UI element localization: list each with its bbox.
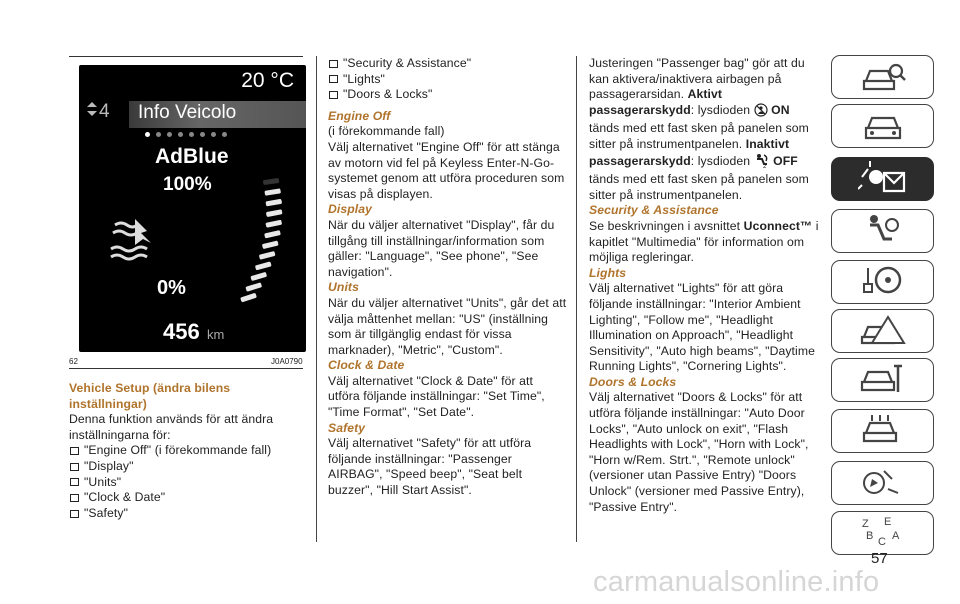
chapter-tab[interactable] [831,260,934,304]
figure-top-rule [69,56,303,57]
chapter-tab[interactable] [831,309,934,353]
units-heading: Units [328,280,359,295]
gauge-segment [265,199,282,207]
screen-title: AdBlue [155,145,229,168]
chapter-tab[interactable] [831,511,934,555]
column-divider [316,56,317,542]
chapter-tab[interactable] [831,104,934,148]
gauge-segment [265,220,282,228]
intro-text: Denna funktion används för att ändra inställningarna för: [69,412,274,442]
bullet-square-icon [329,75,338,83]
column-divider [576,56,577,542]
doors-text: Välj alternativet "Doors & Locks" för att utföra följande inställningar: "Auto Door Locks", "Auto unlock on exit", "Flash Headlights with Lock", "Horn with Lock", "Horn w/Rem. Strt.", "Remote unlock" (versioner utan Passive Entry) "Doors Unlock" (versioner med Passive Entry), "Passive Entry". [589,390,809,514]
column-3 [589,56,822,515]
list-item: "Safety" [69,506,309,522]
lights-text: Välj alternativet "Lights" för att göra följande inställningar: "Interior Ambient Lighting", "Follow me", "Headlight Illumination on Approach", "Headlight Sensitivity", "Auto high beams", "Daytime Running Lights", "Cornering Lights". [589,281,815,374]
list-item: "Units" [69,475,309,491]
list-item: "Lights" [328,72,568,88]
engine-off-text: Välj alternativet "Engine Off" för att stänga av motorn vid fel på Keyless Enter-N-Go-systemet genom att utföra proceduren som visas på displayen. [328,139,565,201]
safety-text: Välj alternativet "Safety" för att utföra följande inställningar: "Passenger AIRBAG", "Speed beep", "Seat belt buzzer", "Hill Start Assist". [328,436,532,498]
chapter-tab[interactable] [831,157,934,201]
page-dot [178,132,183,137]
adblue-fluid-icon [107,217,157,267]
car-accident-icon [858,313,908,350]
engine-off-note: (i förekommande fall) [328,124,445,139]
list-item: "Doors & Locks" [328,87,568,103]
gauge-segment [259,251,276,260]
bullet-square-icon [70,494,79,502]
gauge-segment [263,178,280,185]
list-item: "Clock & Date" [69,490,309,506]
warning-light-icon [858,161,908,198]
steering-wheel-icon [858,264,908,301]
gauge-segment [264,188,281,195]
bullet-square-icon [329,60,338,68]
airbag-off-icon [754,153,770,173]
level-min-label: 0% [157,277,186,299]
svg-text:B: B [865,529,873,542]
svg-text:A: A [891,529,899,542]
page-dot [200,132,205,137]
page-dot [211,132,216,137]
lights-heading: Lights [589,265,627,280]
column-2 [328,56,568,499]
gauge-segment [240,293,257,303]
gauge-segment [264,230,281,238]
bullet-square-icon [70,447,79,455]
gear-indicator: 4 [99,101,110,122]
gauge-segment [262,241,279,250]
clock-heading: Clock & Date [328,358,405,373]
page-dot [222,132,227,137]
chapter-tab[interactable] [831,209,934,253]
chapter-tab[interactable] [831,461,934,505]
engine-off-heading: Engine Off [328,108,391,123]
car-search-icon [858,59,908,96]
page-dot [167,132,172,137]
alphabet-index-icon [858,515,908,552]
car-specs-icon [858,413,908,450]
multimedia-icon [858,465,908,502]
security-heading: Security & Assistance [589,203,719,218]
car-front-icon [858,108,908,145]
svg-text:2: 2 [762,163,767,168]
list-item: "Display" [69,459,309,475]
page-dot [145,132,150,137]
car-service-icon [858,362,908,399]
svg-text:Z: Z [861,517,869,530]
bullet-square-icon [329,91,338,99]
page-dot [189,132,194,137]
airbag-on-icon [754,103,768,122]
display-heading: Display [328,202,373,217]
watermark: carmanualsonline.info [593,566,880,598]
figure-number: 62 [69,357,78,366]
gauge-segment [255,261,272,270]
chapter-tab[interactable] [831,409,934,453]
bullet-square-icon [70,478,79,486]
level-gauge [229,177,289,305]
chapter-tab[interactable] [831,55,934,99]
range-value: 456 [163,319,200,344]
list-item: "Engine Off" (i förekommande fall) [69,443,309,459]
list-item: "Security & Assistance" [328,56,568,72]
bullet-square-icon [70,463,79,471]
svg-text:C: C [877,535,886,547]
gear-arrows-icon [87,102,97,116]
instrument-cluster-figure [79,65,306,352]
gauge-segment [245,282,262,291]
page-number: 57 [871,550,888,567]
clock-text: Välj alternativet "Clock & Date" för att utföra följande inställningar: "Set Time", "Time Format", "Set Date". [328,373,545,420]
level-max-label: 100% [163,174,212,195]
display-text: När du väljer alternativet "Display", får du tillgång till inställningar/information som gäller: "Language", "See phone", "See navigation". [328,217,555,279]
gauge-segment [250,272,267,281]
airbag-paragraph: Justeringen "Passenger bag" gör att du kan aktivera/inaktivera airbagen på passagerarsidan. Aktivt passagerarskydd: lysdioden ON tänds med ett fast sken på panelen som sitter på instrumentpanelen. Inaktivt passagerarskydd: lysdioden 2 OFF tänds med ett fast sken på panelen som sitter på instrumentpanelen. [589,56,809,202]
range-unit: km [207,327,225,342]
airbag-passenger-icon [858,213,908,250]
doors-heading: Doors & Locks [589,374,677,389]
security-text: Se beskrivningen i avsnittet Uconnect™ i kapitlet "Multimedia" för information om möjliga regleringar. [589,218,819,265]
column-1 [69,381,309,521]
units-text: När du väljer alternativet "Units", går det att välja måttenhet mellan: "US" (inställning som är tillgänglig endast för vissa marknader), "Metric", "Custom". [328,295,567,357]
gauge-segment [266,209,283,217]
section-heading: Vehicle Setup (ändra bilens inställningar) [69,381,231,411]
temperature-readout: 20 °C [241,69,294,92]
menu-title: Info Veicolo [138,102,237,123]
figure-code: J0A0790 [271,357,303,366]
page-dot [156,132,161,137]
figure-bottom-rule [69,368,303,369]
chapter-tab[interactable] [831,358,934,402]
svg-text:E: E [883,515,891,528]
safety-heading: Safety [328,420,366,435]
bullet-square-icon [70,510,79,518]
